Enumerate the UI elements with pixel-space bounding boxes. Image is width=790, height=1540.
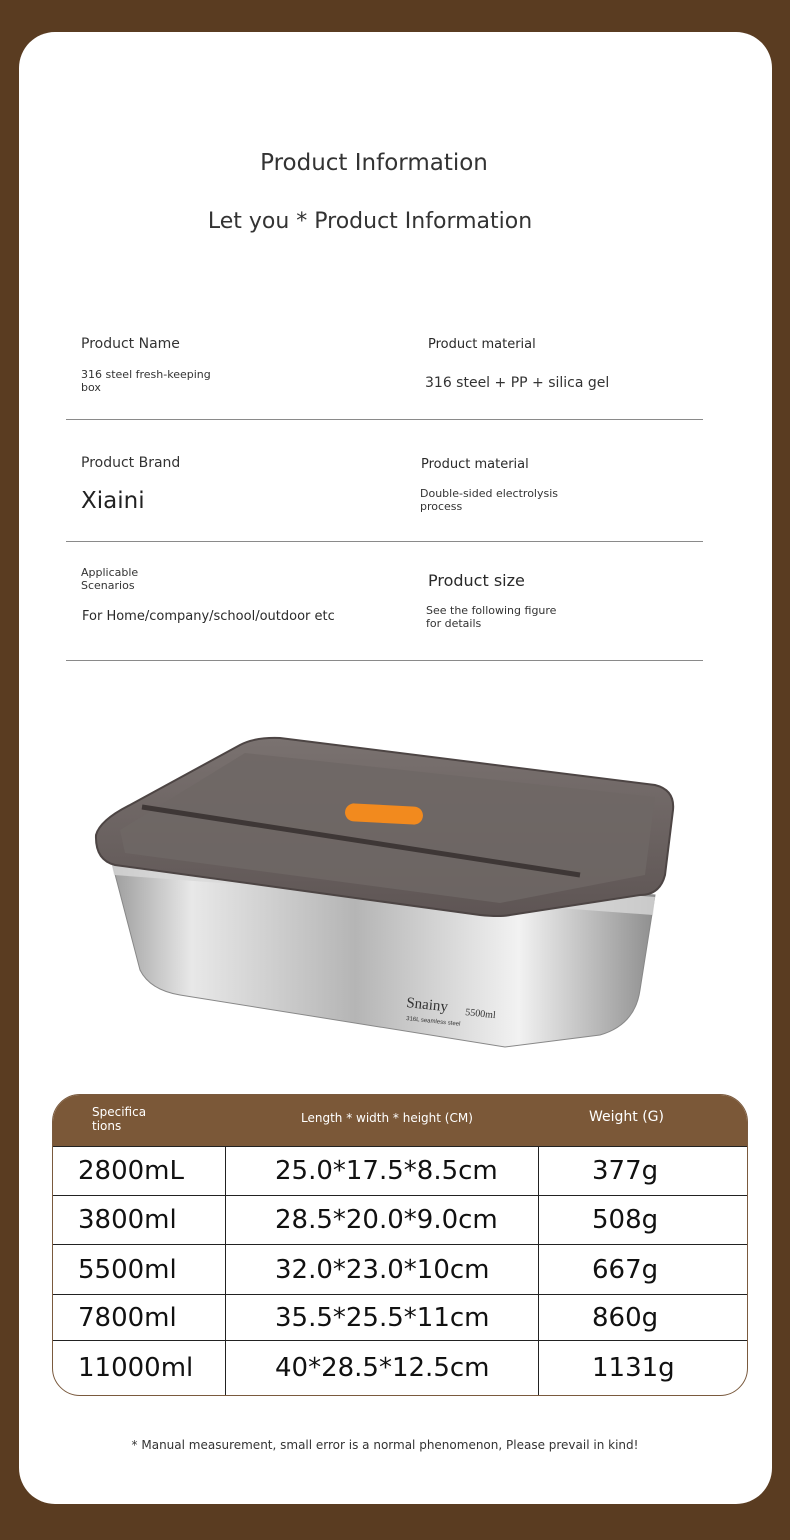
product-name-value-line1: 316 steel fresh-keeping <box>81 368 211 381</box>
spec-cell: 7800ml <box>78 1302 177 1333</box>
divider <box>66 541 703 542</box>
scenario-label-line2: Scenarios <box>81 579 135 592</box>
weight-cell: 667g <box>592 1254 659 1285</box>
product-material-value: 316 steel + PP + silica gel <box>425 375 610 391</box>
steel-print: 316L seamless steel <box>405 1016 461 1028</box>
size-cell: 35.5*25.5*11cm <box>275 1302 490 1333</box>
process-value <box>420 487 558 513</box>
footnote: * Manual measurement, small error is a normal phenomenon, Please prevail in kind! <box>131 1438 639 1452</box>
brand-print: Snainy <box>405 995 449 1016</box>
table-row <box>53 1294 747 1340</box>
spec-cell: 3800ml <box>78 1205 177 1235</box>
product-name-label: Product Name <box>81 336 180 352</box>
header-specifications <box>92 1105 146 1133</box>
header-dimensions: Length * width * height (CM) <box>301 1111 473 1125</box>
size-cell: 25.0*17.5*8.5cm <box>275 1156 498 1186</box>
product-brand-value: Xiaini <box>81 488 145 514</box>
weight-cell: 508g <box>592 1205 659 1235</box>
product-material-label: Product material <box>428 337 536 352</box>
size-cell: 32.0*23.0*10cm <box>275 1254 490 1285</box>
food-container-image <box>80 725 690 1070</box>
product-size-value-line2: for details <box>426 617 482 630</box>
weight-cell: 860g <box>592 1302 659 1333</box>
header-specifications-line2: tions <box>92 1119 122 1133</box>
spec-table <box>52 1094 748 1396</box>
scenario-label-line1: Applicable <box>81 566 139 579</box>
product-name-value <box>81 368 211 394</box>
header-specifications-line1: Specifica <box>92 1105 147 1119</box>
product-size-value <box>426 604 556 630</box>
size-cell: 40*28.5*12.5cm <box>275 1353 490 1383</box>
page-title: Product Information <box>260 150 488 176</box>
header-weight: Weight (G) <box>589 1109 664 1125</box>
product-size-value-line1: See the following figure <box>426 604 557 617</box>
divider <box>66 660 703 661</box>
scenario-value: For Home/company/school/outdoor etc <box>82 609 335 624</box>
column-divider <box>225 1146 226 1395</box>
product-name-value-line2: box <box>81 381 101 394</box>
product-brand-label: Product Brand <box>81 455 181 471</box>
product-size-label: Product size <box>428 571 525 590</box>
table-row <box>53 1340 747 1395</box>
spec-table-header <box>53 1095 747 1146</box>
process-value-line1: Double-sided electrolysis <box>420 487 559 500</box>
page-subtitle: Let you * Product Information <box>207 209 533 234</box>
weight-cell: 377g <box>592 1156 659 1186</box>
weight-cell: 1131g <box>592 1353 675 1383</box>
capacity-print: 5500ml <box>464 1007 497 1022</box>
column-divider <box>538 1146 539 1395</box>
process-label: Product material <box>421 457 529 472</box>
table-row <box>53 1146 747 1195</box>
spec-cell: 11000ml <box>78 1353 194 1383</box>
table-row <box>53 1244 747 1294</box>
table-row <box>53 1195 747 1244</box>
process-value-line2: process <box>420 500 463 513</box>
size-cell: 28.5*20.0*9.0cm <box>275 1205 498 1235</box>
scenario-label <box>81 566 138 592</box>
divider <box>66 419 703 420</box>
spec-cell: 5500ml <box>78 1254 177 1285</box>
spec-cell: 2800mL <box>78 1156 184 1186</box>
